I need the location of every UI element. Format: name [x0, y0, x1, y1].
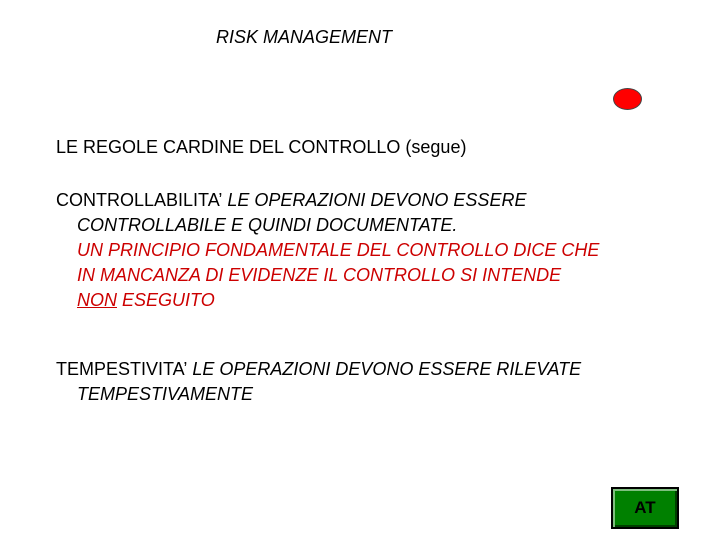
tempestivita-line-1	[56, 357, 696, 382]
at-button-label: AT	[634, 498, 656, 517]
controllabilita-paragraph	[56, 188, 696, 313]
non-underlined-word: NON	[77, 290, 117, 310]
tempestivita-text-2: TEMPESTIVAMENTE	[77, 384, 254, 404]
tempestivita-term: TEMPESTIVITA’	[56, 359, 188, 379]
controllabilita-red-tail: ESEGUITO	[117, 290, 215, 310]
at-button[interactable]	[611, 487, 679, 529]
controllabilita-line-1	[56, 188, 696, 213]
slide-subtitle: LE REGOLE CARDINE DEL CONTROLLO (segue)	[56, 137, 467, 157]
controllabilita-red-line-1: UN PRINCIPIO FONDAMENTALE DEL CONTROLLO DICE CHE	[77, 240, 600, 260]
controllabilita-term: CONTROLLABILITA’	[56, 190, 223, 210]
red-circle-marker	[613, 88, 642, 110]
slide-title: RISK MANAGEMENT	[216, 27, 393, 47]
controllabilita-text-1: LE OPERAZIONI DEVONO ESSERE	[222, 190, 527, 210]
controllabilita-red-line-2: IN MANCANZA DI EVIDENZE IL CONTROLLO SI INTENDE	[77, 265, 562, 285]
controllabilita-text-2: CONTROLLABILE E QUINDI DOCUMENTATE.	[77, 215, 458, 235]
tempestivita-text-1: LE OPERAZIONI DEVONO ESSERE RILEVATE	[187, 359, 582, 379]
controllabilita-red-line-3	[56, 288, 696, 313]
tempestivita-paragraph	[56, 357, 696, 407]
